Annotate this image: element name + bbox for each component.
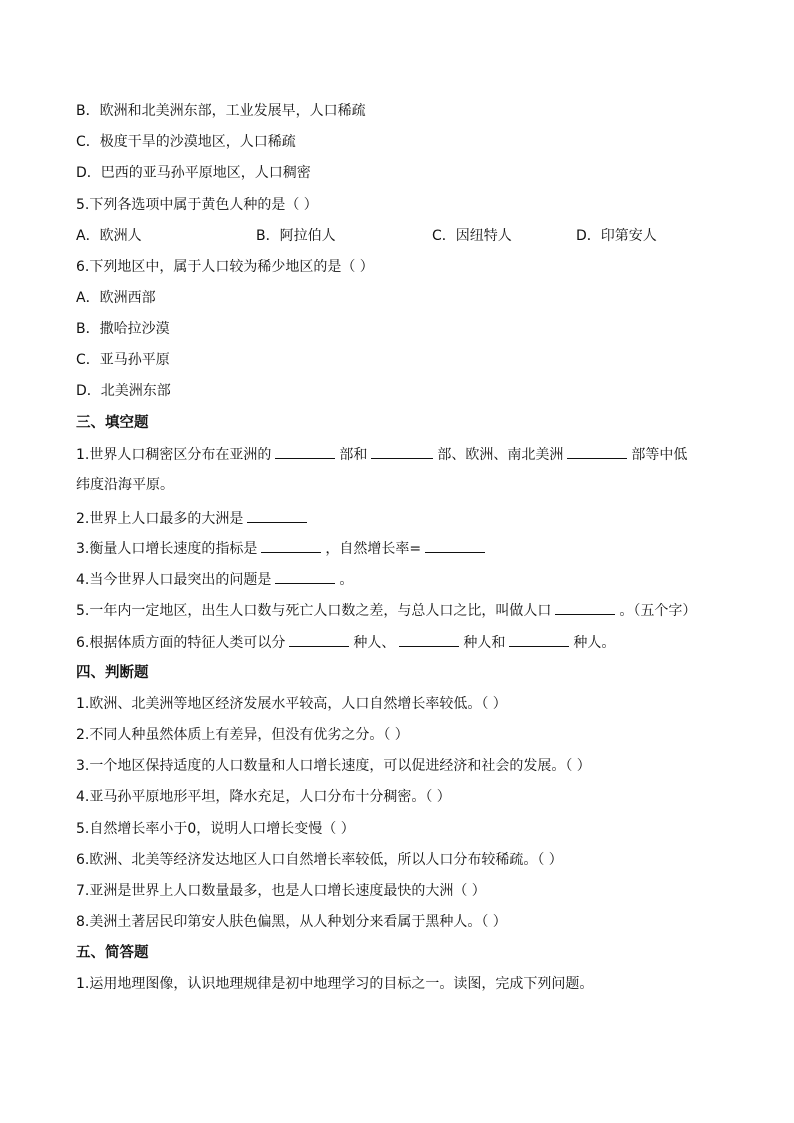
judge-item-4: 4.亚马孙平原地形平坦，降水充足，人口分布十分稠密。（ ）	[76, 789, 451, 805]
q6-option-b: B．撒哈拉沙漠	[76, 321, 170, 337]
fill-q6-text-a: 6.根据体质方面的特征人类可以分	[76, 635, 286, 651]
fill-q1-text-a: 1.世界人口稠密区分布在亚洲的	[76, 447, 272, 463]
fill-q6	[76, 632, 615, 653]
judge-item-1: 1.欧洲、北美洲等地区经济发展水平较高，人口自然增长率较低。（ ）	[76, 696, 507, 712]
fill-q4	[76, 569, 353, 590]
fill-q1-text-b: 部和	[339, 447, 368, 463]
fill-q2	[76, 508, 311, 529]
fill-q1	[76, 444, 687, 465]
q5-stem: 5.下列各选项中属于黄色人种的是（ ）	[76, 197, 318, 213]
fill-q2-text: 2.世界上人口最多的大洲是	[76, 511, 244, 527]
blank-3[interactable]	[567, 444, 627, 459]
blank-10[interactable]	[399, 632, 459, 647]
judge-item-3: 3.一个地区保持适度的人口数量和人口增长速度，可以促进经济和社会的发展。（ ）	[76, 758, 591, 774]
q5-option-a: A．欧洲人	[76, 228, 142, 244]
blank-5[interactable]	[261, 538, 321, 553]
q4-option-c: C．极度干旱的沙漠地区，人口稀疏	[76, 134, 296, 150]
q5-options-row	[76, 226, 716, 246]
q4-option-d: D．巴西的亚马孙平原地区，人口稠密	[76, 165, 311, 181]
judge-item-7: 7.亚洲是世界上人口数量最多，也是人口增长速度最快的大洲（ ）	[76, 883, 486, 899]
q5-option-b: B．阿拉伯人	[256, 228, 336, 244]
fill-q4-text-a: 4.当今世界人口最突出的问题是	[76, 572, 272, 588]
blank-8[interactable]	[555, 600, 615, 615]
fill-q3	[76, 538, 489, 559]
fill-q3-text-a: 3.衡量人口增长速度的指标是	[76, 541, 258, 557]
judge-item-2: 2.不同人种虽然体质上有差异，但没有优劣之分。（ ）	[76, 727, 409, 743]
q5-option-c: C．因纽特人	[432, 228, 512, 244]
judge-item-8: 8.美洲土著居民印第安人肤色偏黑，从人种划分来看属于黑种人。（ ）	[76, 914, 507, 930]
blank-9[interactable]	[289, 632, 349, 647]
judge-item-5: 5.自然增长率小于0，说明人口增长变慢（ ）	[76, 821, 355, 837]
blank-1[interactable]	[275, 444, 335, 459]
blank-11[interactable]	[509, 632, 569, 647]
q5-option-d: D．印第安人	[576, 228, 657, 244]
fill-q6-text-d: 种人。	[573, 635, 616, 651]
blank-6[interactable]	[425, 538, 485, 553]
fill-q1-text-d: 部等中低	[631, 447, 688, 463]
fill-q1-continuation: 纬度沿海平原。	[76, 477, 174, 493]
fill-q1-text-c: 部、欧洲、南北美洲	[437, 447, 564, 463]
q6-option-c: C．亚马孙平原	[76, 352, 170, 368]
fill-q5	[76, 600, 696, 621]
section-4-title: 四、判断题	[76, 665, 149, 681]
fill-q6-text-c: 种人和	[463, 635, 506, 651]
section-3-title: 三、填空题	[76, 415, 149, 431]
fill-q3-text-b: ，自然增长率=	[325, 541, 422, 557]
q6-stem: 6.下列地区中，属于人口较为稀少地区的是（ ）	[76, 259, 374, 275]
fill-q5-text-b: 。（五个字）	[619, 603, 697, 619]
q6-option-a: A．欧洲西部	[76, 290, 156, 306]
fill-q4-text-b: 。	[339, 572, 354, 588]
fill-q5-text-a: 5.一年内一定地区，出生人口数与死亡人口数之差，与总人口之比，叫做人口	[76, 603, 552, 619]
section-5-title: 五、简答题	[76, 945, 149, 961]
q4-option-b: B．欧洲和北美洲东部，工业发展早，人口稀疏	[76, 103, 366, 119]
short-answer-q1: 1.运用地理图像，认识地理规律是初中地理学习的目标之一。读图，完成下列问题。	[76, 976, 594, 992]
blank-7[interactable]	[275, 569, 335, 584]
blank-4[interactable]	[247, 508, 307, 523]
fill-q6-text-b: 种人、	[353, 635, 396, 651]
q6-option-d: D．北美洲东部	[76, 383, 171, 399]
judge-item-6: 6.欧洲、北美等经济发达地区人口自然增长率较低，所以人口分布较稀疏。（ ）	[76, 852, 563, 868]
blank-2[interactable]	[371, 444, 433, 459]
